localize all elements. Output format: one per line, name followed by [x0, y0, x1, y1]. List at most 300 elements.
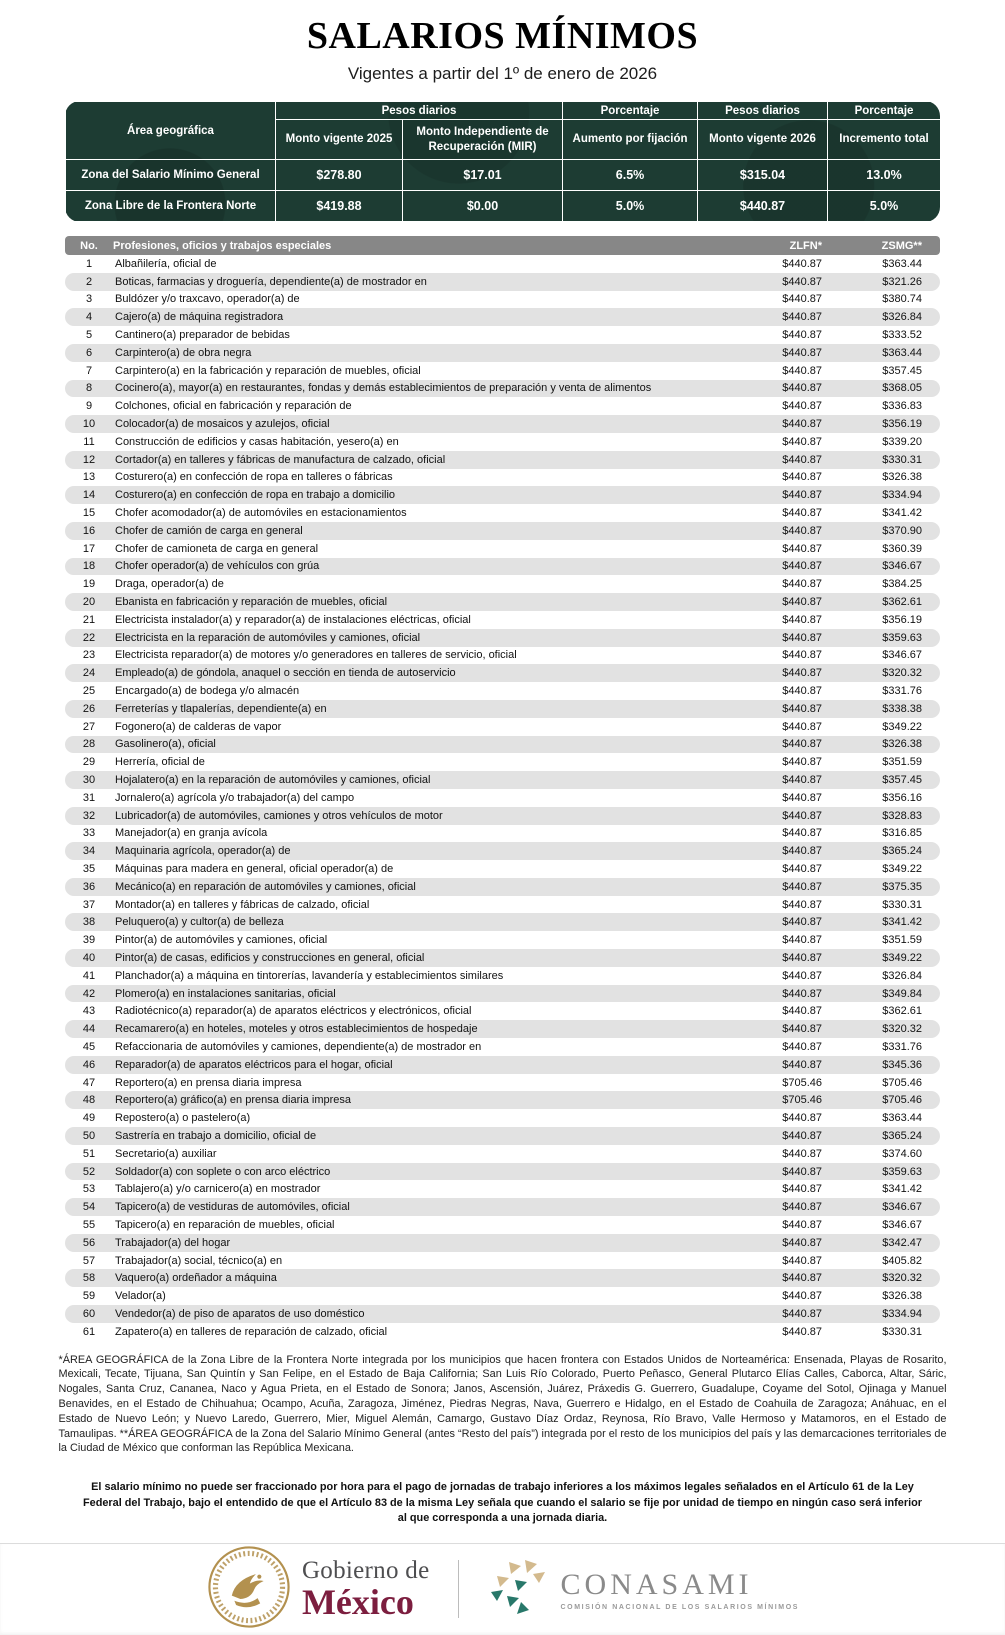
table-row — [65, 291, 940, 309]
cell-zlfn: $440.87 — [782, 1218, 822, 1231]
gobierno-wordmark — [301, 1557, 430, 1623]
cell-zsmg: $705.46 — [882, 1094, 922, 1107]
table-row — [65, 913, 940, 931]
cell-zsmg: $345.36 — [882, 1058, 922, 1071]
table-row — [65, 664, 940, 682]
cell-zsmg: $320.32 — [882, 1023, 922, 1036]
cell-no: 47 — [82, 1076, 96, 1089]
cell-no: 52 — [82, 1165, 96, 1178]
summary-header-pesos-diarios-1: Pesos diarios — [276, 102, 563, 120]
table-row — [65, 540, 940, 558]
cell-zsmg: $365.24 — [882, 845, 922, 858]
table-row — [65, 558, 940, 576]
conasami-triangles-icon — [487, 1558, 549, 1621]
column-header-no: No. — [80, 239, 98, 252]
cell-no: 32 — [82, 809, 96, 822]
cell-no: 14 — [82, 489, 96, 502]
table-row — [65, 1287, 940, 1305]
cell-zlfn: $440.87 — [782, 756, 822, 769]
cell-profession: Chofer acomodador(a) de automóviles en estacionamientos — [115, 507, 407, 520]
cell-zlfn: $440.87 — [782, 489, 822, 502]
cell-zlfn: $440.87 — [782, 667, 822, 680]
cell-profession: Reportero(a) gráfico(a) en prensa diaria impresa — [115, 1094, 351, 1107]
cell-zlfn: $440.87 — [782, 524, 822, 537]
summary-header-mir: Monto Independiente de Recuperación (MIR) — [403, 120, 563, 160]
cell-profession: Chofer de camioneta de carga en general — [115, 542, 319, 555]
column-header-zlfn: ZLFN* — [789, 239, 822, 252]
table-row — [65, 486, 940, 504]
cell-profession: Tablajero(a) y/o carnicero(a) en mostrador — [115, 1183, 321, 1196]
cell-profession: Encargado(a) de bodega y/o almacén — [115, 685, 300, 698]
cell-no: 31 — [82, 791, 96, 804]
cell-no: 22 — [82, 631, 96, 644]
cell-zlfn: $440.87 — [782, 1165, 822, 1178]
cell-profession: Albañilería, oficial de — [115, 257, 217, 270]
cell-zlfn: $440.87 — [782, 435, 822, 448]
cell-zlfn: $440.87 — [782, 898, 822, 911]
cell-zlfn: $440.87 — [782, 809, 822, 822]
cell-zsmg: $384.25 — [882, 578, 922, 591]
cell-zsmg: $351.59 — [882, 756, 922, 769]
cell-zlfn: $440.87 — [782, 560, 822, 573]
cell-no: 43 — [82, 1005, 96, 1018]
table-row — [65, 1056, 940, 1074]
cell-profession: Electricista en la reparación de automóviles y camiones, oficial — [115, 631, 421, 644]
cell-zlfn: $440.87 — [782, 329, 822, 342]
cell-no: 10 — [82, 418, 96, 431]
cell-zlfn: $440.87 — [782, 649, 822, 662]
cell-zlfn: $440.87 — [782, 845, 822, 858]
table-row — [65, 842, 940, 860]
cell-zlfn: $440.87 — [782, 1290, 822, 1303]
cell-no: 12 — [82, 453, 96, 466]
cell-zlfn: $440.87 — [782, 507, 822, 520]
cell-no: 7 — [85, 364, 93, 377]
cell-zlfn: $440.87 — [782, 987, 822, 1000]
cell-profession: Peluquero(a) y cultor(a) de belleza — [115, 916, 284, 929]
cell-zlfn: $440.87 — [782, 720, 822, 733]
summary-mir: $17.01 — [403, 160, 563, 191]
cell-no: 61 — [82, 1325, 96, 1338]
cell-zsmg: $359.63 — [882, 631, 922, 644]
cell-zsmg: $330.31 — [882, 1325, 922, 1338]
cell-zlfn: $440.87 — [782, 257, 822, 270]
cell-zsmg: $330.31 — [882, 898, 922, 911]
cell-zlfn: $440.87 — [782, 1236, 822, 1249]
cell-zsmg: $346.67 — [882, 1218, 922, 1231]
summary-header-monto-2026: Monto vigente 2026 — [698, 120, 828, 160]
table-row — [65, 1269, 940, 1287]
cell-profession: Vendedor(a) de piso de aparatos de uso doméstico — [115, 1307, 365, 1320]
cell-profession: Manejador(a) en granja avícola — [115, 827, 268, 840]
cell-zsmg: $336.83 — [882, 400, 922, 413]
cell-zsmg: $339.20 — [882, 435, 922, 448]
cell-profession: Pintor(a) de automóviles y camiones, oficial — [115, 934, 328, 947]
cell-zlfn: $440.87 — [782, 400, 822, 413]
summary-header-aumento: Aumento por fijación — [563, 120, 698, 160]
cell-no: 25 — [82, 685, 96, 698]
cell-zsmg: $356.16 — [882, 791, 922, 804]
cell-no: 5 — [85, 329, 93, 342]
table-row — [65, 647, 940, 665]
cell-no: 18 — [82, 560, 96, 573]
table-row — [65, 1163, 940, 1181]
cell-zlfn: $440.87 — [782, 1005, 822, 1018]
cell-profession: Repostero(a) o pastelero(a) — [115, 1112, 251, 1125]
summary-row-zlfn — [66, 191, 941, 222]
cell-zlfn: $440.87 — [782, 382, 822, 395]
cell-zsmg: $357.45 — [882, 364, 922, 377]
cell-profession: Velador(a) — [115, 1290, 166, 1303]
cell-zlfn: $440.87 — [782, 1183, 822, 1196]
cell-zsmg: $331.76 — [882, 685, 922, 698]
cell-no: 48 — [82, 1094, 96, 1107]
cell-zlfn: $440.87 — [782, 1129, 822, 1142]
summary-mir: $0.00 — [403, 191, 563, 222]
cell-profession: Chofer operador(a) de vehículos con grúa — [115, 560, 320, 573]
conasami-subtitle: COMISIÓN NACIONAL DE LOS SALARIOS MÍNIMOS — [560, 1603, 800, 1611]
cell-zlfn: $440.87 — [782, 1307, 822, 1320]
cell-zsmg: $357.45 — [882, 774, 922, 786]
summary-monto-2026: $315.04 — [698, 160, 828, 191]
cell-profession: Cocinero(a), mayor(a) en restaurantes, fondas y demás establecimientos de preparación y venta de alimentos — [115, 382, 652, 395]
cell-profession: Gasolinero(a), oficial — [115, 738, 216, 751]
cell-no: 37 — [82, 898, 96, 911]
summary-incremento: 13.0% — [828, 160, 941, 191]
table-row — [65, 1198, 940, 1216]
cell-no: 21 — [82, 613, 96, 626]
cell-no: 26 — [82, 702, 96, 715]
cell-no: 56 — [82, 1236, 96, 1249]
table-row — [65, 611, 940, 629]
cell-no: 20 — [82, 596, 96, 609]
cell-zsmg: $320.32 — [882, 1272, 922, 1285]
cell-profession: Costurero(a) en confección de ropa en talleres o fábricas — [115, 471, 393, 484]
cell-zlfn: $440.87 — [782, 542, 822, 555]
cell-zsmg: $346.67 — [882, 649, 922, 662]
cell-profession: Costurero(a) en confección de ropa en trabajo a domicilio — [115, 489, 396, 502]
cell-zsmg: $356.19 — [882, 613, 922, 626]
cell-no: 3 — [85, 293, 93, 306]
cell-zsmg: $365.24 — [882, 1129, 922, 1142]
cell-no: 57 — [82, 1254, 96, 1267]
cell-zsmg: $334.94 — [882, 489, 922, 502]
table-row — [65, 433, 940, 451]
summary-row-zsmg — [66, 160, 941, 191]
table-row — [65, 397, 940, 415]
cell-profession: Vaquero(a) ordeñador a máquina — [115, 1272, 277, 1285]
cell-zlfn: $440.87 — [782, 969, 822, 982]
table-row — [65, 326, 940, 344]
cell-profession: Fogonero(a) de calderas de vapor — [115, 720, 282, 733]
cell-zsmg: $320.32 — [882, 667, 922, 680]
cell-profession: Secretario(a) auxiliar — [115, 1147, 217, 1160]
cell-no: 23 — [82, 649, 96, 662]
cell-zsmg: $330.31 — [882, 453, 922, 466]
cell-zsmg: $326.84 — [882, 311, 922, 324]
cell-zsmg: $328.83 — [882, 809, 922, 822]
cell-profession: Mecánico(a) en reparación de automóviles y camiones, oficial — [115, 880, 416, 893]
cell-zlfn: $440.87 — [782, 702, 822, 715]
table-row — [65, 1038, 940, 1056]
cell-zlfn: $440.87 — [782, 418, 822, 431]
table-row — [65, 753, 940, 771]
cell-zlfn: $440.87 — [782, 596, 822, 609]
cell-zsmg: $346.67 — [882, 560, 922, 573]
cell-no: 15 — [82, 507, 96, 520]
summary-table — [65, 101, 940, 222]
cell-zsmg: $356.19 — [882, 418, 922, 431]
table-row — [65, 967, 940, 985]
table-row — [65, 1252, 940, 1270]
cell-no: 29 — [82, 756, 96, 769]
cell-zsmg: $341.42 — [882, 507, 922, 520]
table-row — [65, 1305, 940, 1323]
cell-no: 19 — [82, 578, 96, 591]
cell-zsmg: $334.94 — [882, 1307, 922, 1320]
table-row — [65, 700, 940, 718]
cell-zsmg: $331.76 — [882, 1040, 922, 1053]
cell-profession: Cajero(a) de máquina registradora — [115, 311, 284, 324]
table-row — [65, 1127, 940, 1145]
cell-no: 8 — [85, 382, 93, 395]
cell-profession: Jornalero(a) agrícola y/o trabajador(a) del campo — [115, 791, 355, 804]
cell-profession: Herrería, oficial de — [115, 756, 205, 769]
gobierno-de-mexico-logo — [206, 1544, 430, 1635]
cell-profession: Ebanista en fabricación y reparación de muebles, oficial — [115, 596, 388, 609]
cell-no: 44 — [82, 1023, 96, 1036]
cell-zsmg: $405.82 — [882, 1254, 922, 1267]
cell-profession: Reparador(a) de aparatos eléctricos para el hogar, oficial — [115, 1058, 393, 1071]
summary-monto-2025: $278.80 — [276, 160, 403, 191]
cell-zsmg: $341.42 — [882, 1183, 922, 1196]
cell-zsmg: $326.38 — [882, 471, 922, 484]
cell-profession: Soldador(a) con soplete o con arco eléctrico — [115, 1165, 331, 1178]
cell-zlfn: $440.87 — [782, 951, 822, 964]
cell-zlfn: $440.87 — [782, 311, 822, 324]
cell-profession: Ferreterías y tlapalerías, dependiente(a) en — [115, 702, 327, 715]
table-row — [65, 1180, 940, 1198]
table-row — [65, 682, 940, 700]
cell-no: 49 — [82, 1112, 96, 1125]
summary-monto-2026: $440.87 — [698, 191, 828, 222]
gobierno-line1: Gobierno de — [301, 1557, 430, 1585]
table-row — [65, 1323, 940, 1341]
cell-zlfn: $440.87 — [782, 827, 822, 840]
cell-zsmg: $333.52 — [882, 329, 922, 342]
conasami-logo — [487, 1558, 800, 1621]
cell-no: 41 — [82, 969, 96, 982]
cell-profession: Trabajador(a) social, técnico(a) en — [115, 1254, 283, 1267]
summary-monto-2025: $419.88 — [276, 191, 403, 222]
cell-no: 17 — [82, 542, 96, 555]
cell-zlfn: $440.87 — [782, 738, 822, 751]
cell-zsmg: $375.35 — [882, 880, 922, 893]
summary-area: Zona Libre de la Frontera Norte — [66, 191, 276, 222]
table-row — [65, 380, 940, 398]
legal-note: El salario mínimo no puede ser fraccionado por hora para el pago de jornadas de trabajo inferiores a los máximos legales señalados en el Artículo 61 de la Ley Federal del Trabajo, bajo el entendido de que el Artículo 83 de la misma Ley señala que cuando el salario se fije por unidad de tiempo en ningún caso será inferior al que corresponda a una jornada diaria. — [83, 1481, 922, 1525]
cell-no: 39 — [82, 934, 96, 947]
cell-zsmg: $374.60 — [882, 1147, 922, 1160]
summary-aumento: 6.5% — [563, 160, 698, 191]
cell-profession: Trabajador(a) del hogar — [115, 1236, 231, 1249]
cell-zlfn: $440.87 — [782, 862, 822, 875]
table-row — [65, 896, 940, 914]
table-row — [65, 860, 940, 878]
cell-zlfn: $440.87 — [782, 293, 822, 306]
cell-zlfn: $440.87 — [782, 1201, 822, 1214]
table-row — [65, 931, 940, 949]
cell-zlfn: $440.87 — [782, 346, 822, 359]
cell-zlfn: $440.87 — [782, 364, 822, 377]
cell-profession: Pintor(a) de casas, edificios y construcciones en general, oficial — [115, 951, 425, 964]
cell-zsmg: $359.63 — [882, 1165, 922, 1178]
cell-no: 60 — [82, 1307, 96, 1320]
cell-no: 54 — [82, 1201, 96, 1214]
cell-no: 9 — [85, 400, 93, 413]
table-row — [65, 1020, 940, 1038]
cell-zlfn: $440.87 — [782, 934, 822, 947]
cell-zlfn: $440.87 — [782, 1272, 822, 1285]
page-title: SALARIOS MÍNIMOS — [306, 15, 699, 57]
summary-header-area: Área geográfica — [66, 102, 276, 160]
cell-no: 53 — [82, 1183, 96, 1196]
table-row — [65, 878, 940, 896]
footer-divider — [458, 1560, 459, 1618]
cell-no: 1 — [85, 257, 93, 270]
table-row — [65, 362, 940, 380]
table-row — [65, 1002, 940, 1020]
cell-zsmg: $363.44 — [882, 346, 922, 359]
cell-no: 35 — [82, 862, 96, 875]
cell-no: 46 — [82, 1058, 96, 1071]
table-row — [65, 1074, 940, 1092]
column-header-profession: Profesiones, oficios y trabajos especiales — [113, 239, 332, 252]
cell-profession: Máquinas para madera en general, oficial operador(a) de — [115, 862, 394, 875]
table-row — [65, 736, 940, 754]
cell-zlfn: $440.87 — [782, 916, 822, 929]
cell-zsmg: $363.44 — [882, 1112, 922, 1125]
professions-table-header — [65, 236, 940, 255]
cell-zlfn: $440.87 — [782, 613, 822, 626]
cell-no: 2 — [85, 275, 93, 288]
cell-zlfn: $440.87 — [782, 1112, 822, 1125]
cell-zlfn: $440.87 — [782, 1147, 822, 1160]
cell-profession: Hojalatero(a) en la reparación de automóviles y camiones, oficial — [115, 774, 431, 786]
cell-no: 24 — [82, 667, 96, 680]
cell-zlfn: $705.46 — [782, 1094, 822, 1107]
professions-table — [65, 236, 940, 1341]
table-row — [65, 1109, 940, 1127]
table-row — [65, 825, 940, 843]
cell-profession: Cantinero(a) preparador de bebidas — [115, 329, 290, 342]
summary-header-pesos-diarios-2: Pesos diarios — [698, 102, 828, 120]
table-row — [65, 807, 940, 825]
cell-zlfn: $440.87 — [782, 578, 822, 591]
cell-zlfn: $440.87 — [782, 685, 822, 698]
table-row — [65, 593, 940, 611]
professions-table-body — [65, 255, 940, 1341]
cell-profession: Chofer de camión de carga en general — [115, 524, 303, 537]
cell-no: 38 — [82, 916, 96, 929]
cell-profession: Recamarero(a) en hoteles, moteles y otros establecimientos de hospedaje — [115, 1023, 478, 1036]
cell-no: 30 — [82, 774, 96, 786]
cell-profession: Cortador(a) en talleres y fábricas de manufactura de calzado, oficial — [115, 453, 446, 466]
table-row — [65, 255, 940, 273]
cell-zsmg: $338.38 — [882, 702, 922, 715]
cell-zlfn: $440.87 — [782, 791, 822, 804]
cell-zsmg: $363.44 — [882, 257, 922, 270]
cell-profession: Boticas, farmacias y droguería, dependiente(a) de mostrador en — [115, 275, 427, 288]
cell-profession: Colocador(a) de mosaicos y azulejos, oficial — [115, 418, 330, 431]
cell-profession: Tapicero(a) en reparación de muebles, oficial — [115, 1218, 335, 1231]
cell-profession: Planchador(a) a máquina en tintorerías, lavandería y establecimientos similares — [115, 969, 504, 982]
table-row — [65, 789, 940, 807]
cell-zsmg: $362.61 — [882, 596, 922, 609]
table-row — [65, 1216, 940, 1234]
table-row — [65, 771, 940, 789]
cell-zsmg: $326.38 — [882, 1290, 922, 1303]
cell-profession: Electricista reparador(a) de motores y/o generadores en talleres de servicio, oficial — [115, 649, 517, 662]
cell-no: 33 — [82, 827, 96, 840]
summary-aumento: 5.0% — [563, 191, 698, 222]
cell-zlfn: $440.87 — [782, 471, 822, 484]
cell-zsmg: $360.39 — [882, 542, 922, 555]
cell-profession: Carpintero(a) en la fabricación y reparación de muebles, oficial — [115, 364, 421, 377]
cell-zsmg: $346.67 — [882, 1201, 922, 1214]
cell-no: 6 — [85, 346, 93, 359]
cell-profession: Colchones, oficial en fabricación y reparación de — [115, 400, 352, 413]
cell-profession: Construcción de edificios y casas habitación, yesero(a) en — [115, 435, 399, 448]
cell-profession: Carpintero(a) de obra negra — [115, 346, 252, 359]
page-subtitle: Vigentes a partir del 1º de enero de 2026 — [347, 64, 658, 83]
summary-area: Zona del Salario Mínimo General — [66, 160, 276, 191]
cell-no: 50 — [82, 1129, 96, 1142]
summary-header-porcentaje-1: Porcentaje — [563, 102, 698, 120]
cell-profession: Radiotécnico(a) reparador(a) de aparatos eléctricos y electrónicos, oficial — [115, 1005, 472, 1018]
cell-no: 51 — [82, 1147, 96, 1160]
table-row — [65, 1234, 940, 1252]
cell-zlfn: $440.87 — [782, 275, 822, 288]
conasami-wordmark — [561, 1568, 800, 1611]
table-row — [65, 629, 940, 647]
area-footnote: *ÁREA GEOGRÁFICA de la Zona Libre de la Frontera Norte integrada por los municipios que hacen frontera con Estados Unidos de Norteamérica: Ensenada, Playas de Rosarito, Mexicali, Tecate, Tijuana, San Quintín y San Felipe, en el Estado de Baja California; San Luis Río Colorado, Puerto Peñasco, General Plutarco Elías Calles, Caborca, Altar, Sáric, Nogales, Santa Cruz, Cananea, Naco y Agua Prieta, en el Estado de Sonora; Janos, Ascensión, Juárez, Práxedis G. Guerrero, Guadalupe, Coyame del Sotol, Ojinaga y Manuel Benavides, en el Estado de Chihuahua; Ocampo, Acuña, Zaragoza, Jiménez, Piedras Negras, Nava, Guerrero e Hidalgo, en el Estado de Coahuila de Zaragoza; Anáhuac, en el Estado de Nuevo León; y Nuevo Laredo, Guerrero, Mier, Miguel Alemán, Camargo, Gustavo Díaz Ordaz, Reynosa, Río Bravo, Valle Hermoso y Matamoros, en el Estado de Tamaulipas. **ÁREA GEOGRÁFICA de la Zona del Salario Mínimo General (antes “Resto del país”) integrada por el resto de los municipios del país y las demarcaciones territoriales de la Ciudad de México que conforman las República Mexicana. — [58, 1353, 947, 1455]
summary-header-porcentaje-2: Porcentaje — [828, 102, 941, 120]
summary-header-incremento: Incremento total — [828, 120, 941, 160]
cell-profession: Tapicero(a) de vestiduras de automóviles, oficial — [115, 1201, 350, 1214]
cell-zsmg: $341.42 — [882, 916, 922, 929]
cell-profession: Electricista instalador(a) y reparador(a) de instalaciones eléctricas, oficial — [115, 613, 471, 626]
cell-no: 58 — [82, 1272, 96, 1285]
table-row — [65, 344, 940, 362]
table-row — [65, 451, 940, 469]
cell-profession: Plomero(a) en instalaciones sanitarias, oficial — [115, 987, 336, 1000]
cell-no: 34 — [82, 845, 96, 858]
table-row — [65, 949, 940, 967]
cell-zlfn: $440.87 — [782, 1040, 822, 1053]
cell-profession: Reportero(a) en prensa diaria impresa — [115, 1076, 302, 1089]
table-row — [65, 522, 940, 540]
cell-zsmg: $351.59 — [882, 934, 922, 947]
cell-no: 16 — [82, 524, 96, 537]
cell-zlfn: $440.87 — [782, 1254, 822, 1267]
cell-no: 40 — [82, 951, 96, 964]
cell-zsmg: $349.84 — [882, 987, 922, 1000]
cell-zlfn: $440.87 — [782, 1058, 822, 1071]
cell-profession: Zapatero(a) en talleres de reparación de calzado, oficial — [115, 1325, 388, 1338]
cell-zsmg: $349.22 — [882, 951, 922, 964]
column-header-zsmg: ZSMG** — [881, 239, 922, 252]
